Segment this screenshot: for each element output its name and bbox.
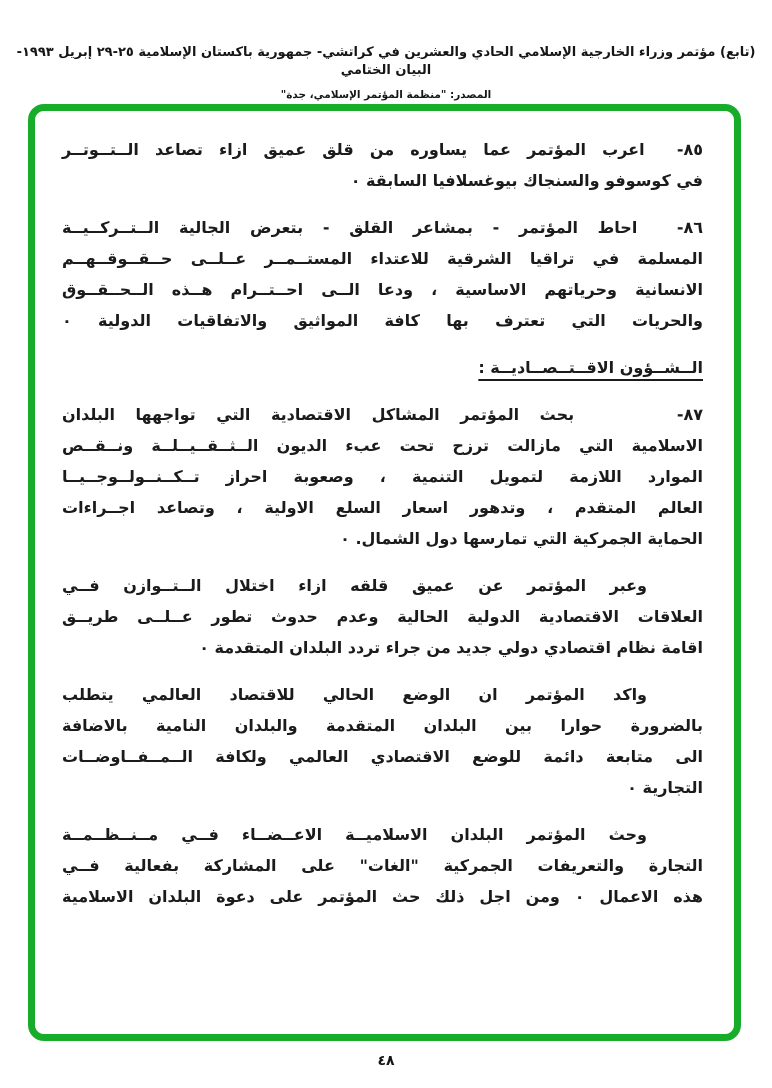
paragraph-dialogue	[62, 679, 703, 803]
text-line: الموارد اللازمة لتمويل التنمية ، وصعوبة احراز تــكــنــولــوجــيــا	[62, 467, 703, 486]
text-line: في كوسوفو والسنجاك بيوغسلافيا السابقة ٠	[350, 171, 703, 190]
text-line: وحث المؤتمر البلدان الاسلاميــة الاعــضــاء فــي مــنــظــمــة	[62, 825, 647, 844]
text-line: العالم المتقدم ، وتدهور اسعار السلع الاولية ، وتصاعد اجــراءات	[62, 498, 703, 517]
text-line: والحريات التي تعترف بها كافة المواثيق والاتفاقيات الدولية ٠	[62, 311, 703, 330]
text-line: بالضرورة حوارا بين البلدان المتقدمة والبلدان النامية بالاضافة	[62, 716, 703, 735]
text-line: العلاقات الاقتصادية الدولية الحالية وعدم حدوث تطور عــلــى طريــق	[62, 607, 703, 626]
document-source: المصدر: "منظمة المؤتمر الإسلامي، جدة"	[280, 89, 492, 101]
page-header	[0, 44, 772, 101]
economic-affairs-heading: الــشــؤون الاقــتــصــاديــة :	[478, 358, 703, 377]
green-border-frame	[28, 104, 741, 1041]
text-line: ٨٦- احاط المؤتمر - بمشاعر القلق - بتعرض الجالية الــتــركــيــة	[62, 218, 703, 237]
text-line: هذه الاعمال ٠ ومن اجل ذلك حث المؤتمر على دعوة البلدان الاسلامية	[62, 887, 703, 906]
section-heading-wrap	[62, 352, 703, 399]
text-line: اقامة نظام اقتصادي دولي جديد من جراء تردد البلدان المتقدمة ٠	[199, 638, 703, 657]
text-line: ٨٥- اعرب المؤتمر عما يساوره من قلق عميق ازاء تصاعد الــتــوتــر	[62, 140, 703, 159]
paragraph-imbalance	[62, 570, 703, 663]
text-line: التجارية ٠	[627, 778, 703, 797]
document-title: (تابع) مؤتمر وزراء الخارجية الإسلامي الحادي والعشرين في كراتشي- جمهورية باكستان الإسلامية ٢٥-٢٩ إبريل ١٩٩٣- البيان الختامي	[16, 45, 756, 78]
document-body	[62, 134, 703, 928]
paragraph-87	[62, 399, 703, 554]
paragraph-85	[62, 134, 703, 196]
page-footer	[0, 1050, 772, 1069]
text-line: الاسلامية التي مازالت ترزح تحت عبء الديون الــثــقــيــلــة ونــقــص	[62, 436, 703, 455]
paragraph-gatt	[62, 819, 703, 912]
text-line: الى متابعة دائمة للوضع الاقتصادي العالمي ولكافة الــمــفــاوضــات	[62, 747, 703, 766]
text-line: الانسانية وحرياتهم الاساسية ، ودعا الــى احــتــرام هــذه الــحــقــوق	[62, 280, 703, 299]
text-line: وعبر المؤتمر عن عميق قلقه ازاء اختلال الــتــوازن فــي	[62, 576, 647, 595]
text-line: المسلمة في تراقيا الشرقية للاعتداء المستــمــر عــلــى حــقــوقــهــم	[62, 249, 703, 268]
page-number: ٤٨	[377, 1053, 395, 1069]
text-line: واكد المؤتمر ان الوضع الحالي للاقتصاد العالمي يتطلب	[62, 685, 647, 704]
text-line: التجارة والتعريفات الجمركية "الغات" على المشاركة بفعالية فــي	[62, 856, 703, 875]
text-line: الحماية الجمركية التي تمارسها دول الشمال. ٠	[340, 529, 703, 548]
text-line: ٨٧- بحث المؤتمر المشاكل الاقتصادية التي تواجهها البلدان	[62, 405, 703, 424]
paragraph-86	[62, 212, 703, 336]
